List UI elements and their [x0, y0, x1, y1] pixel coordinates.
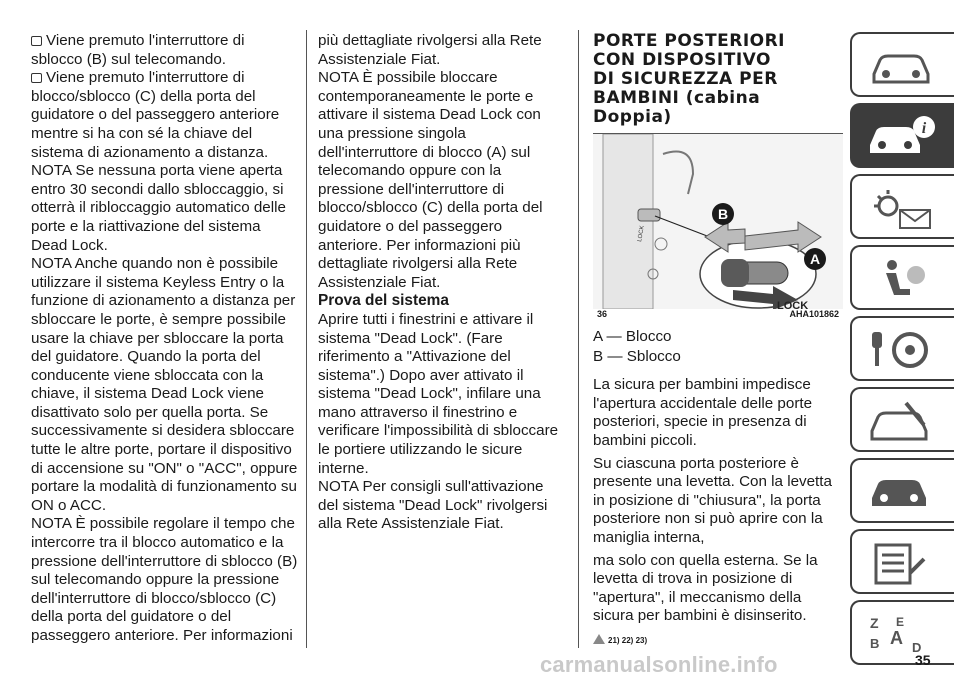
note-paragraph: NOTA È possibile bloccare contemporaneamente le porte e attivare il sistema Dead Lock con una pressione singola dell'interruttore di blocco (A) sul telecomando oppure con la pressione dell'interruttore di blocco/sblocco (C) della porta del guidatore o del passeggero anteriore. Per informazioni più dettagliate rivolgersi alla Rete Assistenziale Fiat. [318, 69, 543, 291]
figure-legend [593, 328, 843, 366]
column-divider [306, 30, 307, 648]
technical-data-icon [866, 541, 936, 586]
section-heading: Prova del sistema [318, 292, 449, 310]
checkbox-bullet-icon [31, 73, 42, 83]
car-dashboard-icon [866, 44, 936, 89]
key-steering-wheel-icon [866, 328, 936, 373]
alphabetical-index-icon [866, 612, 936, 657]
svg-text:Z: Z [870, 615, 879, 631]
airbag-passenger-icon [866, 257, 936, 302]
paragraph: La sicura per bambini impedisce l'apertura accidentale delle porte posteriori, specie in presenza di bambini piccoli. [593, 376, 813, 449]
warning-triangle-icon [593, 634, 605, 644]
label-lock: LOCK [777, 300, 809, 309]
tab-safety[interactable] [850, 245, 954, 310]
paragraph: ma solo con quella esterna. Se la levetta di trova in posizione di "apertura", il meccanismo della sicura per bambini è disinserito. [593, 551, 818, 625]
legend-item: A — Blocco [593, 328, 672, 345]
page-number: 35 [915, 652, 931, 668]
watermark: carmanualsonline.info [540, 652, 778, 677]
text-column-3 [593, 32, 843, 651]
tab-technical-data[interactable] [850, 529, 954, 594]
label-b: B [717, 206, 729, 222]
tab-starting-driving[interactable] [850, 316, 954, 381]
car-emergency-icon [866, 399, 936, 444]
note-paragraph: NOTA Se nessuna porta viene aperta entro 30 secondi dallo sbloccaggio, si otterrà il ribloccaggio automatico delle porte e la riattivazione del sistema Dead Lock. [31, 162, 286, 254]
paragraph: Su ciascuna porta posteriore è presente una levetta. Con la levetta in posizione di "chiusura", la porta posteriore non si può aprire con la maniglia interna, [593, 454, 832, 546]
figure-child-lock [593, 133, 843, 324]
note-paragraph: NOTA Per consigli sull'attivazione del sistema "Dead Lock" rivolgersi alla Rete Assistenziale Fiat. [318, 478, 548, 533]
bullet-paragraph: Viene premuto l'interruttore di sblocco (B) sul telecomando. [31, 32, 245, 68]
warning-lights-message-icon [866, 186, 936, 231]
note-paragraph: NOTA Anche quando non è possibile utilizzare il sistema Keyless Entry o la funzione di azionamento a distanza per sbloccare le porte, è sempre possibile usare la chiave per sbloccare la porta del guidatore. Quando la porta del conducente viene sbloccata con la chiave, il sistema Dead Lock viene disattivato solo per quella porta. Se successivamente si desidera sbloccare tutte le altre porte, portare il dispositivo di accensione su "ON" o "ACC", oppure portare la modalità di funzionamento su ON o ACC. [31, 255, 298, 514]
checkbox-bullet-icon [31, 36, 42, 46]
svg-text:B: B [870, 636, 880, 651]
tab-knowing-vehicle[interactable] [850, 103, 954, 168]
section-title: PORTE POSTERIORI CON DISPOSITIVO DI SICUREZZA PER BAMBINI (cabina Doppia) [593, 31, 786, 127]
tab-emergency[interactable] [850, 387, 954, 452]
text-column-2 [318, 32, 563, 534]
svg-text:i: i [921, 120, 927, 137]
column-divider [578, 30, 579, 648]
svg-text:D: D [912, 640, 922, 655]
car-service-icon [866, 470, 936, 515]
label-lock-small: LOCK [637, 225, 646, 243]
tab-dashboard[interactable] [850, 32, 954, 97]
text-column-1 [31, 32, 299, 646]
svg-text:A: A [890, 628, 903, 648]
paragraph: più dettagliate rivolgersi alla Rete Assistenziale Fiat. [318, 32, 542, 68]
figure-number: 36 [597, 309, 608, 320]
tab-index[interactable] [850, 600, 954, 665]
child-lock-illustration [593, 134, 843, 309]
figure-code: AHA101862 [789, 309, 839, 320]
paragraph: Aprire tutti i finestrini e attivare il sistema "Dead Lock". (Fare riferimento a "Attivazione del sistema".) Dopo aver attivato il sistema "Dead Lock", infilare una mano attraverso il finestrino e verificare l'impossibilità di sbloccare le portiere utilizzando le sicure interne. [318, 310, 559, 477]
chapter-sidebar [850, 32, 960, 671]
legend-item: B — Sblocco [593, 347, 681, 365]
tab-warning-lights[interactable] [850, 174, 954, 239]
warning-references: 21) 22) 23) [593, 632, 843, 651]
bullet-paragraph: Viene premuto l'interruttore di blocco/sblocco (C) della porta del guidatore o del passeggero anteriore mentre si ha con sé la chiave del sistema di azionamento a distanza. [31, 69, 280, 161]
svg-text:E: E [896, 615, 905, 629]
tab-maintenance[interactable] [850, 458, 954, 523]
note-paragraph: NOTA È possibile regolare il tempo che intercorre tra il blocco automatico e la pressione dell'interruttore di sblocco (B) sul telecomando oppure la pressione dell'interruttore di blocco/sblocco (C) della porta del guidatore o del passeggero anteriore. Per informazioni [31, 515, 298, 644]
label-a: A [809, 251, 821, 267]
car-info-icon [866, 115, 936, 160]
